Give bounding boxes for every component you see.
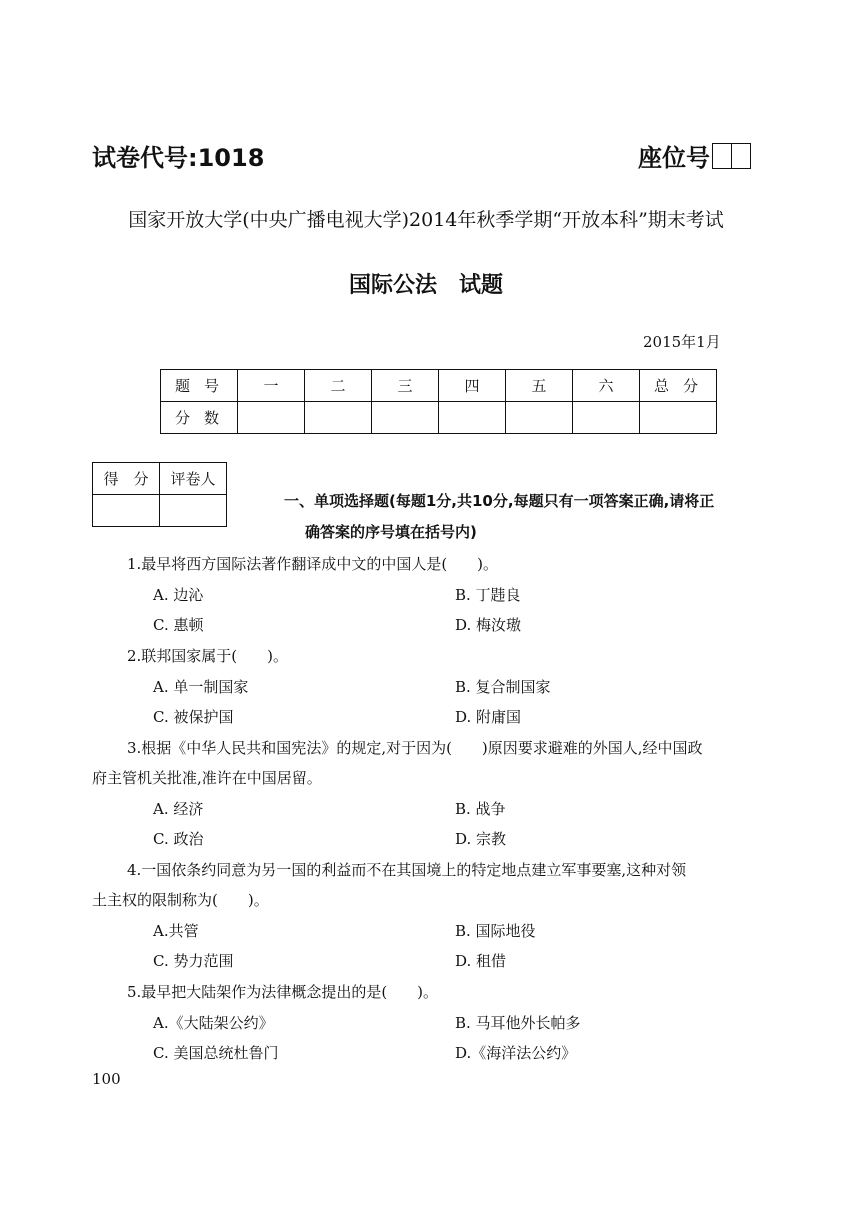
option: A.共管 <box>153 922 199 940</box>
seat-number <box>638 138 751 173</box>
question-stem: 2.联邦国家属于( )。 <box>127 647 289 665</box>
question-stem: 5.最早把大陆架作为法律概念提出的是( )。 <box>127 983 439 1001</box>
grader-name-label: 评卷人 <box>160 463 227 495</box>
score-table <box>160 369 717 434</box>
score-table-header: 二 <box>305 370 372 402</box>
score-table-header: 五 <box>506 370 573 402</box>
grader-score-label: 得 分 <box>93 463 160 495</box>
option: D.《海洋法公约》 <box>455 1044 577 1062</box>
option: C. 美国总统杜鲁门 <box>153 1044 279 1062</box>
score-cell <box>305 402 372 434</box>
section-heading-line: 确答案的序号填在括号内) <box>305 523 477 541</box>
option: B. 丁韪良 <box>455 586 521 604</box>
option: A. 边沁 <box>153 586 204 604</box>
exam-code: 试卷代号:1018 <box>92 144 265 172</box>
option: B. 马耳他外长帕多 <box>455 1014 581 1032</box>
exam-date: 2015年1月 <box>643 333 721 351</box>
option: D. 宗教 <box>455 830 507 848</box>
score-cell <box>238 402 305 434</box>
score-table-header: 题号 <box>161 370 238 402</box>
question-stem: 1.最早将西方国际法著作翻译成中文的中国人是( )。 <box>127 555 499 573</box>
score-cell <box>439 402 506 434</box>
seat-box <box>712 143 732 169</box>
option: C. 惠顿 <box>153 616 204 634</box>
score-row-label: 分数 <box>161 402 238 434</box>
score-cell <box>372 402 439 434</box>
page-number: 100 <box>92 1070 121 1088</box>
paper-title: 国际公法 试题 <box>348 273 503 298</box>
score-table-header-row <box>161 370 717 402</box>
grader-name-cell <box>160 495 227 527</box>
seat-number-boxes <box>712 143 751 169</box>
score-table-header: 三 <box>372 370 439 402</box>
question-stem-continuation: 土主权的限制称为( )。 <box>92 891 269 909</box>
section-heading <box>284 486 784 548</box>
seat-box <box>732 143 751 169</box>
option: C. 被保护国 <box>153 708 234 726</box>
score-cell <box>573 402 640 434</box>
option: A. 单一制国家 <box>153 678 249 696</box>
option: C. 政治 <box>153 830 204 848</box>
exam-title: 国家开放大学(中央广播电视大学)2014年秋季学期“开放本科”期末考试 <box>128 209 724 231</box>
question-stem: 4.一国依条约同意为另一国的利益而不在其国境上的特定地点建立军事要塞,这种对领 <box>127 861 687 879</box>
score-table-header: 四 <box>439 370 506 402</box>
grader-score-cell <box>93 495 160 527</box>
score-cell <box>640 402 717 434</box>
option: B. 战争 <box>455 800 506 818</box>
option: B. 国际地役 <box>455 922 536 940</box>
score-table-header: 总分 <box>640 370 717 402</box>
option: D. 附庸国 <box>455 708 522 726</box>
score-table-header: 六 <box>573 370 640 402</box>
option: C. 势力范围 <box>153 952 234 970</box>
seat-label: 座位号 <box>638 144 710 172</box>
score-table-header: 一 <box>238 370 305 402</box>
question-stem-continuation: 府主管机关批准,准许在中国居留。 <box>92 769 322 787</box>
option: D. 梅汝璈 <box>455 616 522 634</box>
grader-table <box>92 462 227 527</box>
section-heading-line: 一、单项选择题(每题1分,共10分,每题只有一项答案正确,请将正 <box>284 492 715 510</box>
score-cell <box>506 402 573 434</box>
option: A. 经济 <box>153 800 204 818</box>
option: B. 复合制国家 <box>455 678 551 696</box>
score-table-score-row <box>161 402 717 434</box>
question-stem: 3.根据《中华人民共和国宪法》的规定,对于因为( )原因要求避难的外国人,经中国政 <box>127 739 703 757</box>
option: A.《大陆架公约》 <box>153 1014 274 1032</box>
option: D. 租借 <box>455 952 507 970</box>
